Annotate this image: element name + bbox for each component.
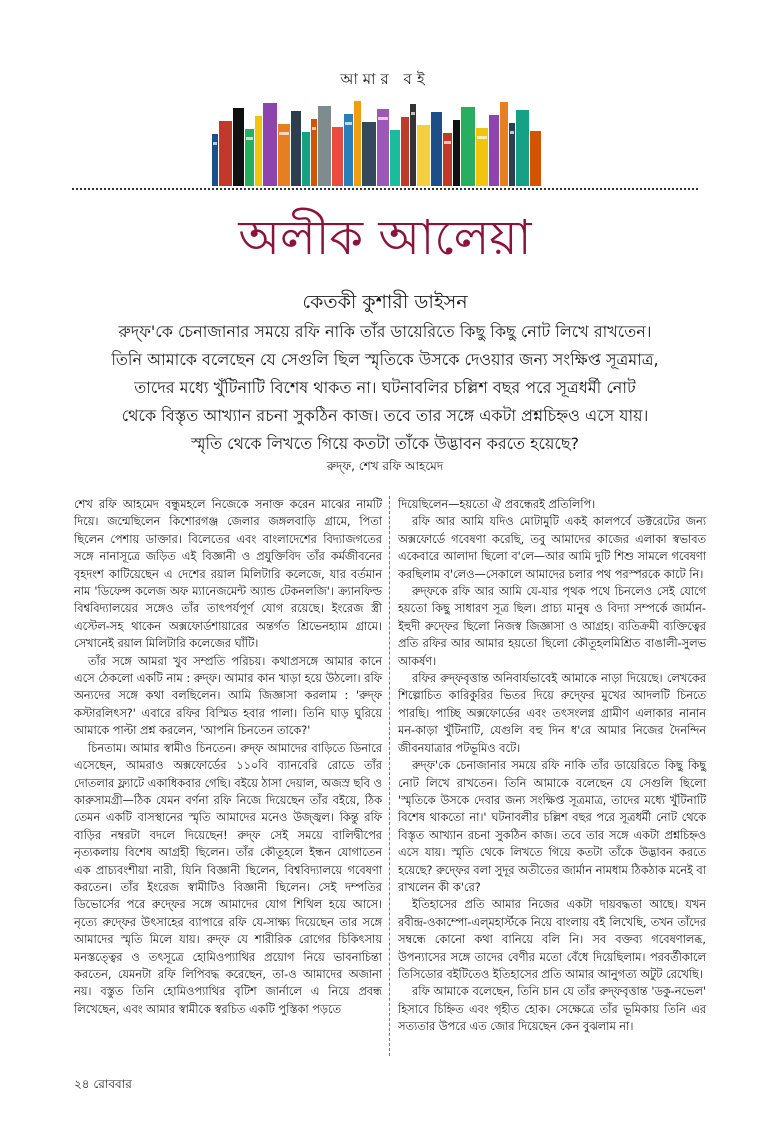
paragraph: রুদ্ফ'কে চেনাজানার সময়ে রফি নাকি তাঁর ডায়েরিতে কিছু কিছু নোট লিখে রাখতেন। তিনি আমাকে বলেছেন যে সেগুলি ছিলো 'স্মৃতিকে উসকে দেবার জন্য সংক্ষিপ্ত সূত্রমাত্র, তাদের মধ্যে খুঁটিনাটি বিশেষ থাকতো না।' ঘটনাবলীর চল্লিশ বছর পরে সূত্রধর্মী নোট থেকে বিস্তৃত আখ্যান রচনা সুকঠিন কাজ। তবে তার সঙ্গে একটা প্রশ্নচিহ্নও এসে যায়। স্মৃতি থেকে লিখতে গিয়ে কতটা তাঁকে উদ্ভাবন করতে হয়েছে? রুদ্ফের বলা সুদূর অতীতের জার্মান নামধাম ঠিকঠাক মনেই বা রাখলেন কী ক'রে? xyxy=(398,759,706,894)
body-column-left xyxy=(74,496,382,1018)
article-author: কেতকী কুশারী ডাইসন xyxy=(302,291,468,313)
book-spine xyxy=(255,116,262,186)
book-spine xyxy=(417,125,430,186)
book-caption: রুদ্ফ, শেখ রফি আহমেদ xyxy=(326,459,444,473)
book-band xyxy=(279,132,289,135)
book-spine xyxy=(219,121,232,186)
book-spine xyxy=(354,101,361,186)
book-band xyxy=(510,131,514,134)
paragraph: রফি আমাকে বলেছেন, তিনি চান যে তাঁর রুদ্ফবৃত্তান্ত 'ডকু-নভেল' হিসাবে চিহ্নিত এবং গৃহীত হোক। সেক্ষেত্রে তাঁর ভূমিকায় তিনি এর সত্যতার উপরে এত জোর দিয়েছেন কেন বুঝলাম না। xyxy=(398,985,706,1034)
intro-line: থেকে বিস্তৃত আখ্যান রচনা সুকঠিন কাজ। তবে তার সঙ্গে একটা প্রশ্নচিহ্নও এসে যায়। xyxy=(121,406,649,425)
book-spine xyxy=(489,115,499,186)
intro-line: স্মৃতি থেকে লিখতে গিয়ে কতটা তাঁকে উদ্ভাবন করতে হয়েছে? xyxy=(190,434,580,453)
book-spine xyxy=(443,133,452,186)
book-spine xyxy=(233,108,244,186)
book-band xyxy=(312,127,316,130)
intro-line: তাদের মধ্যে খুঁটিনাটি বিশেষ থাকত না। ঘটনাবলির চল্লিশ বছর পরে সূত্রধর্মী নোট xyxy=(134,378,636,397)
book-spine xyxy=(302,132,310,186)
book-spine xyxy=(362,122,376,186)
paragraph: ইতিহাসের প্রতি আমার নিজের একটা দায়বদ্ধতা আছে। যখন রবীন্দ্র-ওকাম্পো-এল্‌মহার্স্টকে নিয়ে বাংলায় বই লিখেছি, তখন তাঁদের সম্বন্ধে কোনো কথা বানিয়ে বলি নি। সব বক্তব্য গবেষণালব্ধ, উপন্যাসের সঙ্গে তাদের বেণীর মতো বেঁধে দিয়েছিলাম। পরবর্তীকালে তিসিডোর বইটিতেও ইতিহাসের প্রতি আমার আনুগত্য অটুট রেখেছি। xyxy=(398,898,706,981)
article-title: অলীক আলেয়া xyxy=(238,210,532,266)
book-spine xyxy=(401,117,409,186)
book-band xyxy=(246,137,253,140)
intro-line: তিনি আমাকে বলেছেন যে সেগুলি ছিল স্মৃতিকে উসকে দেওয়ার জন্য সংক্ষিপ্ত সূত্রমাত্র, xyxy=(111,350,659,369)
book-spine xyxy=(212,134,218,186)
paragraph: দিয়েছিলেন—হয়তো ঐ প্রবন্ধেরই প্রতিলিপি। xyxy=(398,498,596,511)
bookshelf-illustration xyxy=(212,98,546,186)
body-column-right xyxy=(398,496,706,1036)
book-band xyxy=(378,117,388,120)
book-spine xyxy=(263,103,277,186)
book-spine xyxy=(461,107,475,186)
book-band xyxy=(477,136,487,139)
book-spine xyxy=(500,102,508,186)
book-band xyxy=(444,141,451,144)
book-spine xyxy=(431,112,442,186)
book-spine xyxy=(530,131,541,186)
section-label: আমার বই xyxy=(340,70,430,88)
paragraph: রুদ্ফকে রফি আর আমি যে-যার পৃথক পথে চিনলেও সেই যোগে হয়তো কিছু সাধারণ সূত্র ছিল। প্রাচ্য মানুষ ও বিদ্যা সম্পর্কে জার্মান-ইহুদী রুদ্ফের ছিলো নিজস্ব জিজ্ঞাসা ও আগ্রহ। ব্যতিক্রমী ব্যক্তিত্বের প্রতি রফির আর আমার হয়তো ছিলো কৌতূহলমিশ্রিত বাঙালী-সুলভ আকর্ষণ। xyxy=(398,585,706,668)
book-spine xyxy=(410,104,416,186)
paragraph: রফি আর আমি যদিও মোটামুটি একই কালপর্বে ডক্টরেটের জন্য অক্সফোর্ডে গবেষণা করেছি, তবু আমাদের কাজের এলাকা স্বভাবত একেবারে আলাদা ছিলো ব'লে—আর আমি দুটি শিশু সামলে গবেষণা করছিলাম ব'লেও—সেকালে আমাদের চলার পথ পরস্পরকে কাটে নি। xyxy=(398,515,706,581)
book-spine xyxy=(291,111,301,186)
book-spine xyxy=(390,130,400,186)
book-spine xyxy=(377,109,389,186)
paragraph: শেখ রফি আহমেদ বন্ধুমহলে নিজেকে সনাক্ত করেন মাঝের নামটি দিয়ে। জন্মেছিলেন কিশোরগঞ্জ জেলার জঙ্গলবাড়ি গ্রামে, পিতা ছিলেন পেশায় ডাক্তার। বিলেতের এবং বাংলাদেশের বিদ্যাজগতের সঙ্গে নানাসূত্রে জড়িত এই বিজ্ঞানী ও প্রযুক্তিবিদ তাঁর কর্মজীবনের বৃহদংশ কাটিয়েছেন এ দেশের রয়াল মিলিটারি কলেজে, যার বর্তমান নাম 'ডিফেন্স কলেজ অফ ম্যানেজমেন্ট অ্যান্ড টেকনলজি'। ক্র্যানফিল্ড বিশ্ববিদ্যালয়ের সঙ্গেও তাঁর তাৎপর্যপূর্ণ যোগ রয়েছে। ইংরেজ স্ত্রী এস্টেল-সহ থাকেন অক্সফোর্ডশায়ারের অন্তর্গত শ্রিভেনহ্যাম গ্রামে। সেখানেই রয়াল মিলিটারি কলেজের ঘাঁটি। xyxy=(74,498,382,651)
paragraph: চিনতাম। আমার স্বামীও চিনতেন। রুদ্ফ আমাদের বাড়িতে ডিনারে এসেছেন, আমরাও অক্সফোর্ডের ১১০বি ব্যানবেরি রোডে তাঁর দোতলার ফ্ল্যাটে একাধিকবার গেছি। বইয়ে ঠাসা দেয়াল, অজস্র ছবি ও কারুসামগ্রী—ঠিক যেমন বর্ণনা রফি নিজে দিয়েছেন তাঁর বইয়ে, ঠিক তেমন একটি বাসস্থানের স্মৃতি আমাদের মনেও উজ্জ্বল। কিন্তু রফি বাড়ির নম্বরটা বদলে দিয়েছেন! রুদ্ফ সেই সময়ে বালিদ্বীপের নৃত্যকলায় বিশেষ আগ্রহী ছিলেন। তাঁর কৌতূহলে ইন্ধন যোগাতেন এক প্রাচ্যবংশীয়া নারী, যিনি বিজ্ঞানী ছিলেন, বিশ্ববিদ্যালয়ে গবেষণা করতেন। তাঁর ইংরেজ স্বামীটিও বিজ্ঞানী ছিলেন। সেই দম্পতির ডিভোর্সের পরে রুদ্ফের সঙ্গে আমাদের যোগ শিথিল হয়ে আসে। নৃত্যে রুদ্ফের উৎসাহের ব্যাপারে রফি যে-সাক্ষ্য দিয়েছেন তার সঙ্গে আমাদের স্মৃতি মিলে যায়। রুদ্ফ যে শারীরিক রোগের চিকিৎসায় মনস্তত্ত্বের ও তৎসূত্রে হোমিওপ্যাথির প্রয়োগ নিয়ে ভাবনাচিন্তা করতেন, যেমনটা রফি লিপিবদ্ধ করেছেন, তা-ও আমাদের অজানা নয়। বস্তুত তিনি হোমিওপ্যাথির বৃটিশ জার্নালে এ নিয়ে প্রবন্ধ লিখেছেন, এবং আমার স্বামীকে স্বরচিত একটি পুস্তিকা পড়তে xyxy=(74,741,382,1016)
book-spine xyxy=(516,110,529,186)
intro-blurb xyxy=(70,318,700,458)
book-spine xyxy=(453,120,460,186)
column-divider xyxy=(389,496,390,1056)
book-spine xyxy=(332,127,343,186)
page-footer: ২৪ রোববার xyxy=(74,1077,132,1091)
book-band xyxy=(411,112,415,115)
book-band xyxy=(345,122,352,125)
book-spine xyxy=(318,106,331,186)
paragraph: রফির রুদ্ফবৃত্তান্ত অনিবার্যভাবেই আমাকে নাড়া দিয়েছে। লেখকের শিল্পোচিত কারিকুরির ভিতর দিয়ে রুদ্ফের মুখের আদলটি চিনতে পারছি। পাচ্ছি অক্সফোর্ডের এবং তৎসংলগ্ন গ্রামীণ এলাকার নানান মন-কাড়া খুঁটিনাটি, যেগুলি বহু দিন ধ'রে আমার নিজের দৈনন্দিন জীবনযাত্রার পটভূমিও বটে। xyxy=(398,672,706,755)
paragraph: তাঁর সঙ্গে আমরা খুব সম্প্রতি পরিচয়। কথাপ্রসঙ্গে আমার কানে এসে ঠেকলো একটি নাম : রুদ্ফ। আমার কান খাড়া হয়ে উঠলো। রফি অন্যদের সঙ্গে কথা বলছিলেন। আমি জিজ্ঞাসা করলাম : 'রুদ্ফ কস্টারলিৎস?' এবারে রফির বিস্মিত হবার পালা। তিনি ঘাড় ঘুরিয়ে আমাকে পাল্টা প্রশ্ন করলেন, 'আপনি চিনতেন তাকে?' xyxy=(74,654,382,738)
intro-line: রুদ্ফ'কে চেনাজানার সময়ে রফি নাকি তাঁর ডায়েরিতে কিছু কিছু নোট লিখে রাখতেন। xyxy=(118,322,652,341)
divider-dotted xyxy=(72,188,698,190)
book-band xyxy=(213,142,217,145)
